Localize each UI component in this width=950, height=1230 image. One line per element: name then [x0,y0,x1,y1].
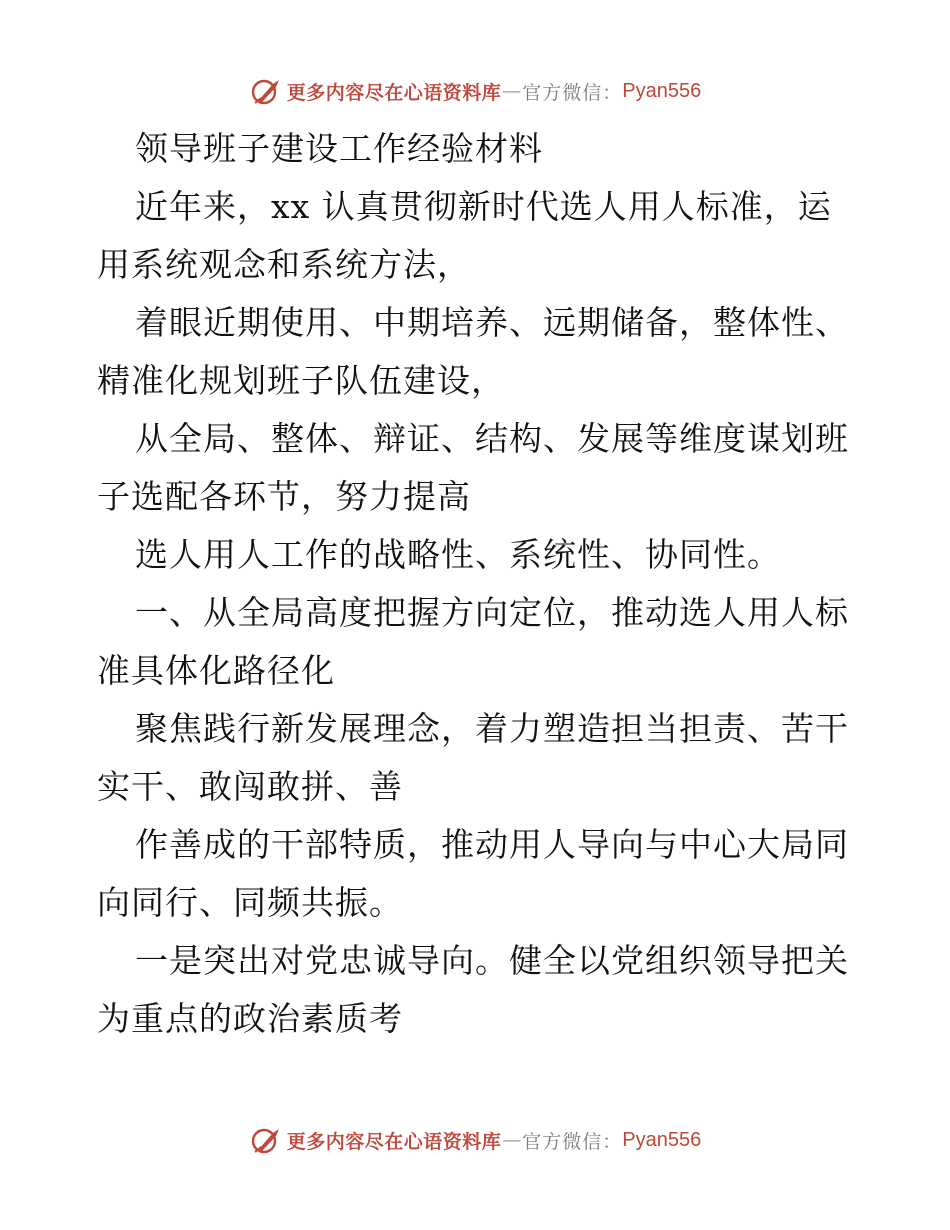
paragraph: 作善成的干部特质，推动用人导向与中心大局同向同行、同频共振。 [97,825,849,922]
banner-dash: — [502,80,522,102]
paragraph: 着眼近期使用、中期培养、远期储备，整体性、精准化规划班子队伍建设， [97,303,849,400]
quill-logo-icon [249,76,283,106]
header-banner [0,76,950,106]
paragraph: 选人用人工作的战略性、系统性、协同性。 [135,535,781,574]
document-title: 领导班子建设工作经验材料 [135,129,543,168]
paragraph: 近年来，xx 认真贯彻新时代选人用人标准，运用系统观念和系统方法， [97,187,832,284]
paragraph: 从全局、整体、辩证、结构、发展等维度谋划班子选配各环节，努力提高 [97,419,849,516]
banner-wechat-label: 官方微信： [522,81,623,104]
paragraph: 聚焦践行新发展理念，着力塑造担当担责、苦干实干、敢闯敢拼、善 [97,709,849,806]
banner-slogan: 更多内容尽在心语资料库 [286,81,502,104]
paragraph: 一是突出对党忠诚导向。健全以党组织领导把关为重点的政治素质考 [97,941,849,1038]
footer-banner [0,1125,950,1155]
banner-wechat-id: Pyan556 [622,1128,702,1151]
section-heading: 一、从全局高度把握方向定位，推动选人用人标准具体化路径化 [97,593,849,690]
quill-logo-icon [249,1125,283,1155]
banner-wechat-id: Pyan556 [622,79,702,102]
document-body [97,120,857,1048]
banner-dash: — [502,1129,522,1151]
banner-slogan: 更多内容尽在心语资料库 [286,1130,502,1153]
banner-wechat-label: 官方微信： [522,1130,623,1153]
